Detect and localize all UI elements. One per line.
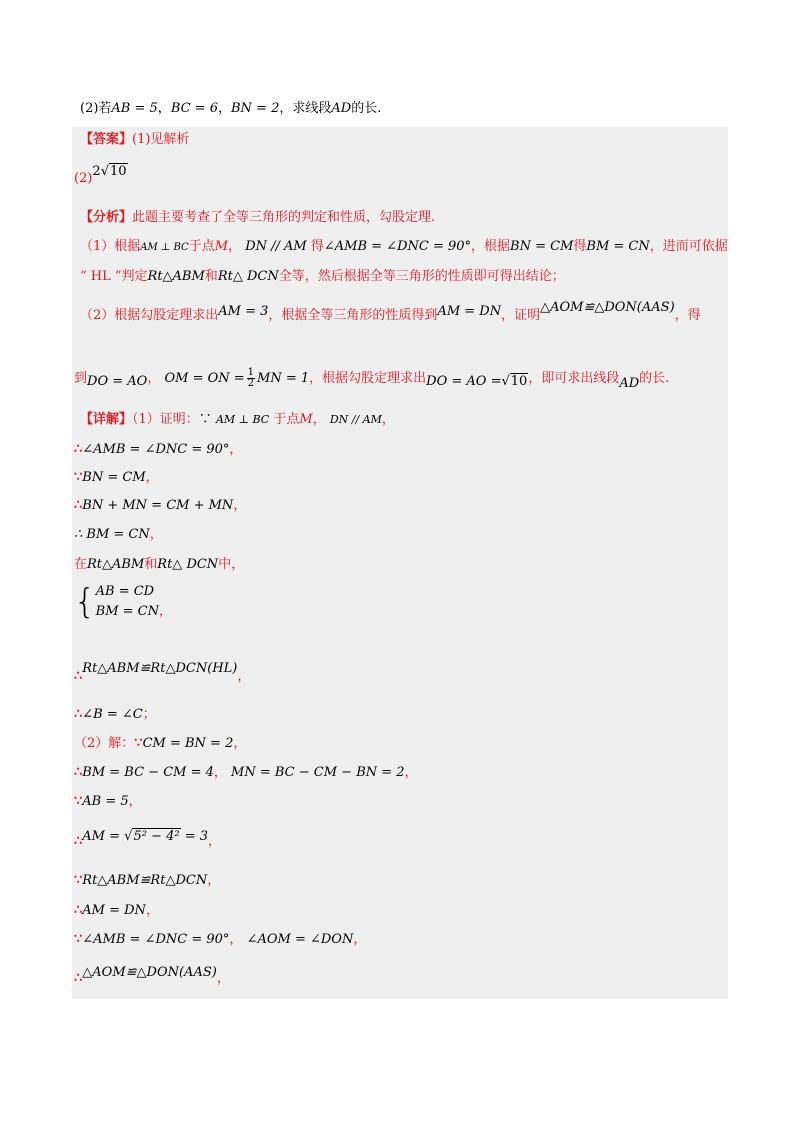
analysis-p1 <box>80 238 728 257</box>
radicand: 5² − 4² <box>133 829 180 844</box>
text: 得 <box>310 239 324 254</box>
math: ∴ BM = CN <box>74 527 150 542</box>
text: ， <box>237 669 251 684</box>
detail-l1 <box>80 411 395 429</box>
math: △AOM≌△DON(AAS) <box>540 300 675 315</box>
math: ∠B = ∠C <box>82 707 143 722</box>
brace-icon: { <box>74 582 96 622</box>
text: （1）证明： <box>132 412 199 427</box>
condition-bn: BN = 2 <box>231 101 280 116</box>
condition-ab: AB = 5 <box>111 101 158 116</box>
detail-l15 <box>74 902 159 920</box>
text: （1）根据 <box>80 239 141 254</box>
question-text: 的长. <box>351 101 382 116</box>
question-2 <box>80 100 381 118</box>
question-text: ，求线段 <box>279 101 332 116</box>
text: ； <box>142 707 156 722</box>
math: Rt△ DCN <box>157 557 219 572</box>
math: DN // AM <box>245 239 307 254</box>
math: MN = BC − CM − BN = 2 <box>231 765 405 780</box>
detail-l7 <box>74 582 172 622</box>
math: DO = AO <box>87 374 148 389</box>
because-symbol: ∵ <box>198 412 212 427</box>
math: Rt△ABM≌Rt△DCN <box>82 873 208 888</box>
math: ∠AMB = ∠DNC = 90° <box>82 932 230 947</box>
math: BM = CN <box>95 604 159 619</box>
text: 得 <box>573 239 587 254</box>
question-prefix: (2)若 <box>80 101 112 116</box>
radicand: 10 <box>510 374 528 389</box>
detail-l2 <box>74 441 242 459</box>
text: ，即可求出线段 <box>528 371 620 386</box>
detail-l9 <box>74 706 156 724</box>
detail-l13: ∴AM = √5² − 4² = 3， <box>74 829 222 849</box>
text: 在 <box>74 557 88 572</box>
math: AM ⊥ BC <box>215 413 270 426</box>
answer-label: 【答案】 <box>80 132 133 147</box>
math: ∠AMB = ∠DNC = 90° <box>82 442 230 457</box>
text: ， <box>229 442 243 457</box>
because-symbol: ∵ <box>74 873 83 888</box>
detail-l14 <box>74 872 220 890</box>
separator: ， <box>157 101 171 116</box>
math: AM = DN <box>82 903 146 918</box>
math: Rt△ABM≌Rt△DCN(HL) <box>82 661 238 676</box>
therefore-symbol: ∴ <box>74 669 83 684</box>
therefore-symbol: ∴ <box>74 903 83 918</box>
text: ， <box>228 239 242 254</box>
therefore-symbol: ∴ <box>74 765 83 780</box>
math: M <box>214 239 229 254</box>
analysis-p1-cont <box>80 268 565 286</box>
math: BN = CM <box>82 470 146 485</box>
text: ，进而可依据 <box>649 239 728 254</box>
text: （2）解： <box>74 736 135 751</box>
math: AM = DN <box>437 304 502 319</box>
denominator: 2 <box>247 378 255 389</box>
because-symbol: ∵ <box>74 470 83 485</box>
target-segment: AD <box>331 101 352 116</box>
because-symbol: ∵ <box>134 736 143 751</box>
math: ∠AOM = ∠DON <box>246 932 354 947</box>
text: 和 <box>204 269 218 284</box>
therefore-symbol: ∴ <box>74 971 83 986</box>
text: ， <box>208 834 222 849</box>
text: 的长. <box>639 371 670 386</box>
detail-l17 <box>74 964 230 986</box>
detail-l3 <box>74 469 159 487</box>
therefore-symbol: ∴ <box>74 834 83 849</box>
math: M <box>299 412 313 427</box>
text: 全等，然后根据全等三角形的性质即可得出结论； <box>278 269 565 284</box>
text: ， <box>145 470 159 485</box>
text: ， <box>233 736 247 751</box>
math: OM = ON = <box>164 371 245 386</box>
math: AD <box>619 376 640 391</box>
radicand: 10 <box>110 164 127 179</box>
analysis-p3 <box>74 368 669 389</box>
math: AM = 3 <box>218 304 269 319</box>
text: ，根据 <box>471 239 511 254</box>
text: ， <box>147 371 161 386</box>
math: ∠AMB = ∠DNC = 90° <box>323 239 472 254</box>
math: AB = 5 <box>82 794 129 809</box>
text: 中， <box>218 557 245 572</box>
math: MN = 1 <box>257 371 310 386</box>
math: Rt△ABM <box>87 557 145 572</box>
text: ， <box>229 932 243 947</box>
fraction-half <box>247 368 255 389</box>
math: = 3 <box>184 829 208 844</box>
analysis-intro <box>80 209 435 227</box>
equation-system <box>96 582 159 622</box>
therefore-symbol: ∴ <box>74 498 83 513</box>
text: ， <box>158 604 172 619</box>
math: CM = BN = 2 <box>142 736 234 751</box>
detail-l10 <box>74 735 246 753</box>
detail-l12 <box>74 793 142 811</box>
text: ，证明 <box>501 308 541 323</box>
because-symbol: ∵ <box>74 794 83 809</box>
text: 于点 <box>273 412 300 427</box>
math: BN + MN = CM + MN <box>82 498 234 513</box>
math: AM = <box>82 829 121 844</box>
detail-l11 <box>74 764 418 782</box>
coefficient: 2 <box>92 164 101 179</box>
text: 到 <box>74 371 88 386</box>
condition-bc: BC = 6 <box>170 101 218 116</box>
text: ，根据勾股定理求出 <box>309 371 427 386</box>
text: ， <box>207 873 221 888</box>
text: ， <box>381 412 395 427</box>
detail-label: 【详解】 <box>80 412 133 427</box>
analysis-label: 【分析】 <box>80 210 133 225</box>
detail-l5 <box>74 526 163 544</box>
text: ， <box>145 903 159 918</box>
text: 和 <box>144 557 158 572</box>
text: ，得 <box>674 308 701 323</box>
math: △AOM≌△DON(AAS) <box>82 965 217 980</box>
because-symbol: ∵ <box>74 932 83 947</box>
detail-l16 <box>74 931 366 949</box>
text: ， <box>233 498 247 513</box>
answer-part2-prefix: (2) <box>74 171 93 186</box>
math: BN = CM <box>510 239 574 254</box>
text: ， <box>353 932 367 947</box>
math: DO = AO = <box>426 374 502 389</box>
answer-part1: (1)见解析 <box>132 132 190 147</box>
text: ， <box>216 971 230 986</box>
text: ， <box>312 412 326 427</box>
text: ， <box>128 794 142 809</box>
analysis-p2 <box>80 300 701 325</box>
math: Rt△ DCN <box>217 269 279 284</box>
detail-l4 <box>74 497 246 515</box>
answer-part2-value: 2√10 <box>92 164 127 179</box>
math: DN // AM <box>329 413 382 426</box>
text: ， <box>213 765 227 780</box>
analysis-text: 此题主要考查了全等三角形的判定和性质，勾股定理. <box>132 210 436 225</box>
answer-part2 <box>74 163 128 186</box>
therefore-symbol: ∴ <box>74 442 83 457</box>
detail-l6 <box>74 556 244 574</box>
math: BM = BC − CM = 4 <box>82 765 214 780</box>
detail-l8 <box>74 660 251 684</box>
sqrt-10: √10 <box>501 374 528 389</box>
text: ，根据全等三角形的性质得到 <box>268 308 438 323</box>
math: AB = CD <box>95 584 155 599</box>
text: （2）根据勾股定理求出 <box>80 308 219 323</box>
therefore-symbol: ∴ <box>74 707 83 722</box>
answer-line <box>80 131 189 149</box>
math: AM ⊥ BC <box>140 242 189 253</box>
numerator: 1 <box>247 367 255 378</box>
text: ， <box>404 765 418 780</box>
text: ， <box>149 527 163 542</box>
text: 于点 <box>188 239 215 254</box>
separator: ， <box>217 101 231 116</box>
text: “ HL ”判定 <box>80 269 148 284</box>
math: BM = CN <box>586 239 650 254</box>
math: Rt△ABM <box>147 269 205 284</box>
